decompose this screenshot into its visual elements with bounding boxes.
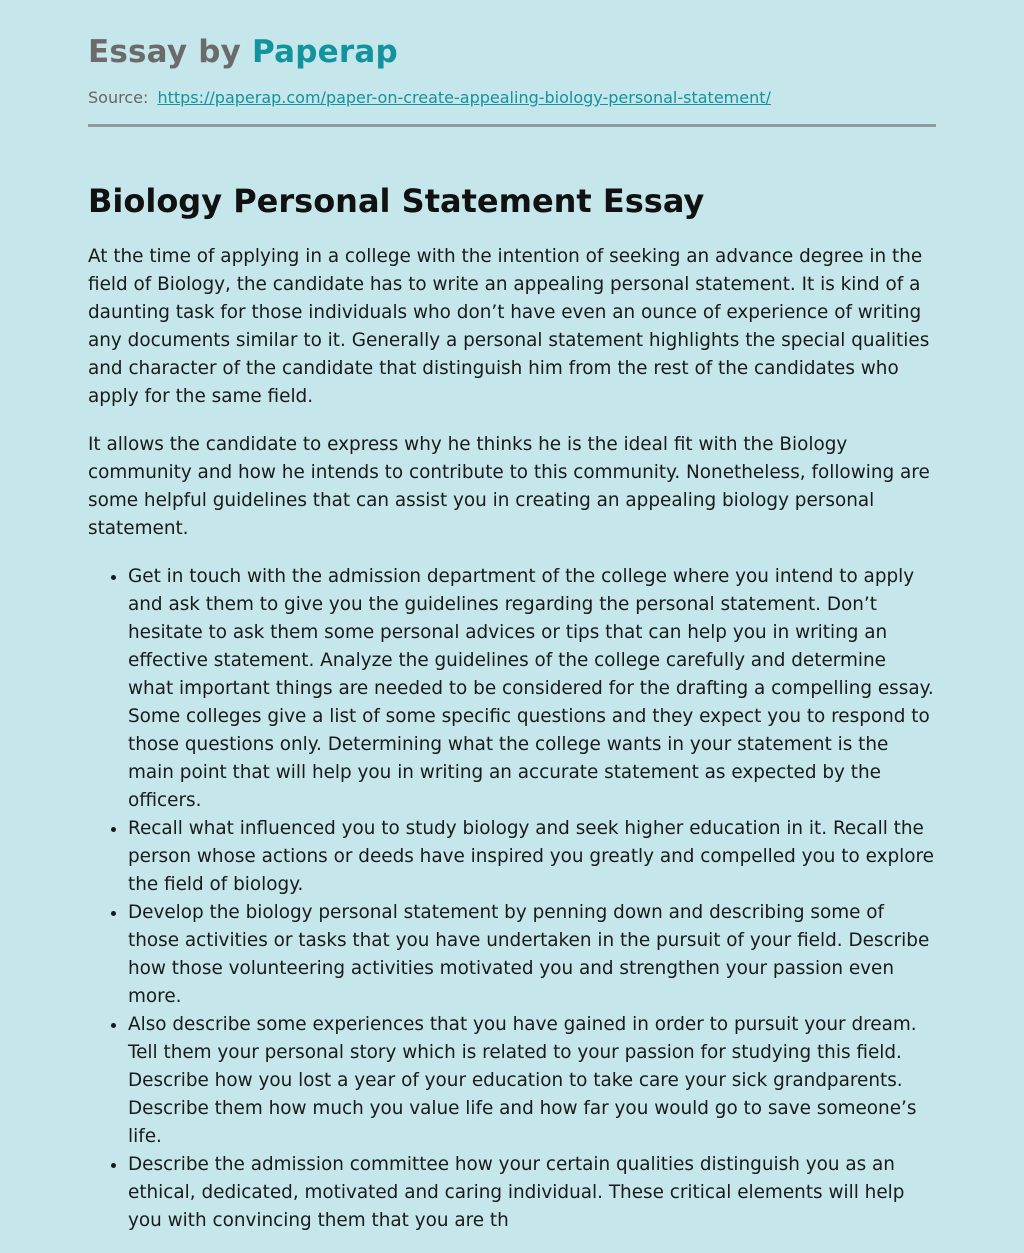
source-label: Source: <box>88 88 149 107</box>
brand-prefix: Essay by <box>88 34 253 70</box>
essay-title: Biology Personal Statement Essay <box>88 182 705 220</box>
source-link[interactable]: https://paperap.com/paper-on-create-appealing-biology-personal-statement/ <box>157 88 771 107</box>
source-line <box>88 87 936 109</box>
list-item: • Describe the admission committee how your certain qualities distinguish you as an ethical, dedicated, motivated and caring individual. These critical elements will help you with convincing them that you are th <box>128 1151 936 1235</box>
list-item: • Also describe some experiences that you have gained in order to pursuit your dream. Tell them your personal story which is related to your passion for studying this field. Describe how you lost a year of your education to take care your sick grandparents. Describe them how much you value life and how far you would go to save someone’s life. <box>128 1011 936 1151</box>
essay-body <box>88 243 936 1235</box>
site-brand[interactable] <box>88 30 936 74</box>
list-item: • Recall what influenced you to study biology and seek higher education in it. Recall the person whose actions or deeds have inspired you greatly and compelled you to explore the field of biology. <box>128 815 936 899</box>
list-item: • Get in touch with the admission department of the college where you intend to apply and ask them to give you the guidelines regarding the personal statement. Don’t hesitate to ask them some personal advices or tips that can help you in writing an effective statement. Analyze the guidelines of the college carefully and determine what important things are needed to be considered for the drafting a compelling essay. Some colleges give a list of some specific questions and they expect you to respond to those questions only. Determining what the college wants in your statement is the main point that will help you in writing an accurate statement as expected by the officers. <box>128 563 936 815</box>
essay-paragraph: At the time of applying in a college with the intention of seeking an advance degree in the field of Biology, the candidate has to write an appealing personal statement. It is kind of a daunting task for those individuals who don’t have even an ounce of experience of writing any documents similar to it. Generally a personal statement highlights the special qualities and character of the candidate that distinguish him from the rest of the candidates who apply for the same field. <box>88 246 930 407</box>
essay-paragraph: It allows the candidate to express why he thinks he is the ideal fit with the Biology community and how he intends to contribute to this community. Nonetheless, following are some helpful guidelines that can assist you in creating an appealing biology personal statement. <box>88 434 930 539</box>
header-divider <box>88 124 936 127</box>
guidelines-list <box>88 563 936 1235</box>
brand-name: Paperap <box>252 34 398 70</box>
list-item: • Develop the biology personal statement by penning down and describing some of those activities or tasks that you have undertaken in the pursuit of your field. Describe how those volunteering activities motivated you and strengthen your passion even more. <box>128 899 936 1011</box>
